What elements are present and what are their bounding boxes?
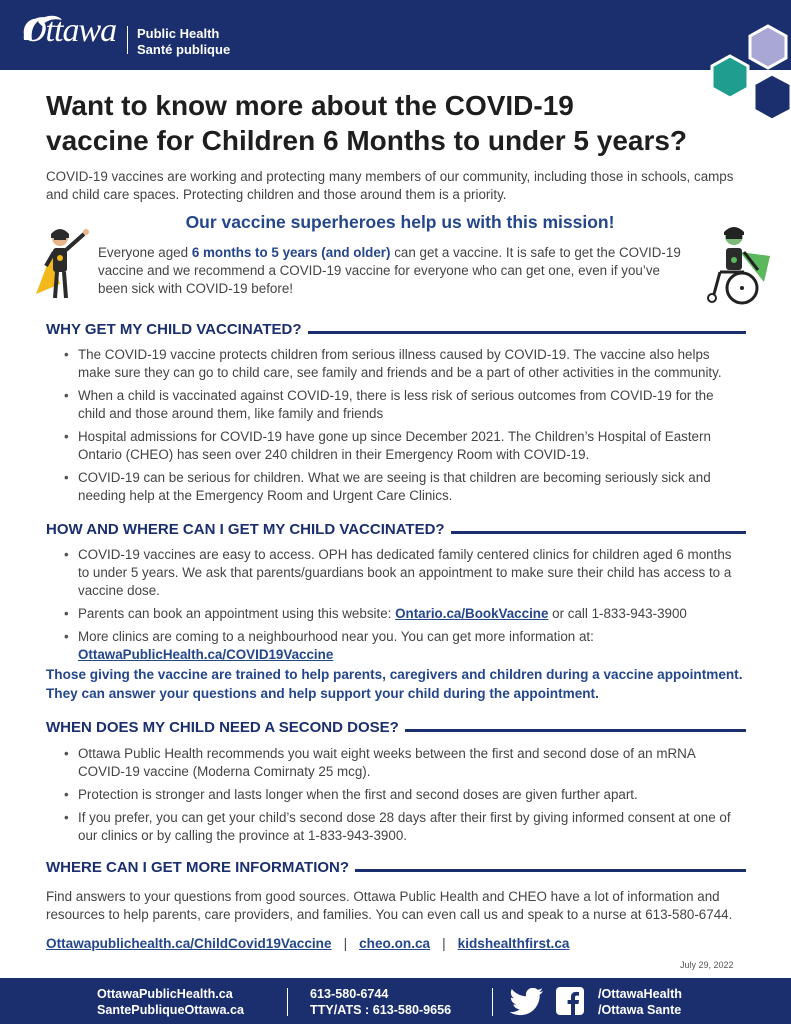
footer-divider (287, 988, 288, 1016)
footer-divider (492, 988, 493, 1016)
section-how-heading (46, 518, 746, 540)
title-line-2: vaccine for Children 6 Months to under 5 years? (46, 125, 688, 156)
eligibility-text-start: Everyone aged (98, 245, 192, 260)
section-info-heading (46, 856, 746, 878)
info-paragraph: Find answers to your questions from good sources. Ottawa Public Health and CHEO have a lot of information and resources to help parents, care providers, and families. You can even call us and speak to a nurse at 613-580-6744. (46, 889, 733, 922)
facebook-icon[interactable] (556, 987, 584, 1015)
why-bullet-list (62, 346, 734, 510)
section-second-dose-heading (46, 716, 746, 738)
tty-number: TTY/ATS : 613-580-9656 (310, 1003, 452, 1017)
section-rule (308, 331, 746, 334)
phone-number: 613-580-6744 (310, 987, 389, 1001)
footer-bar (0, 978, 791, 1024)
header-bar (0, 0, 791, 70)
footer-social-handles (598, 986, 682, 1018)
book-vaccine-link[interactable]: Ontario.ca/BookVaccine (395, 606, 549, 621)
booking-phone-text: or call 1-833-943-3900 (548, 606, 687, 621)
resource-links (46, 936, 569, 951)
booking-text: Parents can book an appointment using this website: (78, 606, 396, 621)
footer-phones (310, 986, 451, 1018)
section-rule (451, 531, 746, 534)
second-dose-bullet-list (62, 745, 734, 850)
more-clinics-text: More clinics are coming to a neighbourhood near you. You can get more information at: (78, 629, 594, 644)
section-second-dose-title: WHEN DOES MY CHILD NEED A SECOND DOSE? (46, 718, 399, 736)
eligibility-text-end: can get a vaccine. It is safe to get the COVID-19 vaccine and we recommend a COVID-19 vaccine for everyone who can get one, even if you’ve been sick with COVID-19 before! (98, 245, 681, 296)
section-why-title: WHY GET MY CHILD VACCINATED? (46, 320, 302, 338)
callout-paragraph: Those giving the vaccine are trained to help parents, caregivers and children during a vaccine appointment. They can answer your questions and help support your child during the appointment. (46, 667, 743, 701)
link-separator: | (442, 936, 446, 951)
intro-paragraph: COVID-19 vaccines are working and protecting many members of our community, including those in schools, camps and child care spaces. Protecting children and those around them is a priority. (46, 169, 734, 202)
list-item (62, 605, 734, 623)
eligibility-age-range: 6 months to 5 years (and older) (191, 245, 391, 260)
mission-heading: Our vaccine superheroes help us with this mission! (185, 212, 615, 232)
org-name-en: Public Health (137, 26, 220, 41)
section-why-heading (46, 318, 746, 340)
eligibility-paragraph (98, 244, 693, 298)
link-separator: | (343, 936, 348, 951)
social-handle-en[interactable]: /OttawaHealth (598, 987, 682, 1001)
how-bullet-list (62, 546, 734, 669)
twitter-icon[interactable] (510, 988, 544, 1016)
list-item: • If you prefer, you can get your child’s second dose 28 days after their first by giving informed consent at one of our clinics or by calling the province at 1-833-943-3900. (62, 809, 734, 845)
social-handle-fr[interactable]: /Ottawa Sante (598, 1003, 682, 1017)
list-item: • Hospital admissions for COVID-19 have gone up since December 2021. The Children’s Hospital of Eastern Ontario (CHEO) has seen over 240 children in their Emergency Room with COVID-19. (62, 428, 734, 464)
list-item: • When a child is vaccinated against COVID-19, there is less risk of serious outcomes from COVID-19 for the child and those around them, like family and friends (62, 387, 734, 423)
section-rule (355, 869, 746, 872)
page-title (46, 88, 726, 158)
list-item: • COVID-19 can be serious for children. What we are seeing is that children are becoming seriously sick and needing help at the Emergency Room and Urgent Care Clinics. (62, 469, 734, 505)
child-covid-vaccine-link[interactable]: Ottawapublichealth.ca/ChildCovid19Vaccine (46, 936, 332, 951)
covid19-vaccine-link[interactable]: OttawaPublicHealth.ca/COVID19Vaccine (78, 647, 334, 662)
section-info-title: WHERE CAN I GET MORE INFORMATION? (46, 858, 350, 876)
website-en-link[interactable]: OttawaPublicHealth.ca (97, 987, 233, 1001)
superhero-wheelchair-icon (700, 222, 772, 306)
title-line-1: Want to know more about the COVID-19 (46, 90, 574, 121)
section-rule (405, 729, 746, 732)
ottawa-wordmark: Ottawa (22, 12, 117, 49)
footer-websites (97, 986, 244, 1018)
org-name-fr: Santé publique (137, 42, 231, 57)
logo-divider (127, 26, 128, 54)
website-fr-link[interactable]: SantePubliqueOttawa.ca (97, 1003, 244, 1017)
publish-date: July 29, 2022 (680, 960, 734, 970)
kidshealthfirst-link[interactable]: kidshealthfirst.ca (457, 936, 570, 951)
list-item: • COVID-19 vaccines are easy to access. OPH has dedicated family centered clinics for children aged 6 months to under 5 years. We ask that parents/guardians book an appointment to make sure their child has access to a vaccine dose. (62, 546, 734, 600)
list-item: • Protection is stronger and lasts longer when the first and second doses are given further apart. (62, 786, 734, 804)
section-how-title: HOW AND WHERE CAN I GET MY CHILD VACCINATED? (46, 520, 445, 538)
superhero-girl-icon (30, 222, 94, 304)
list-item: • The COVID-19 vaccine protects children from serious illness caused by COVID-19. The vaccine also helps make sure they can go to child care, see family and friends and be a part of other activities in the community. (62, 346, 734, 382)
list-item (62, 628, 734, 664)
list-item: • Ottawa Public Health recommends you wait eight weeks between the first and second dose of an mRNA COVID-19 vaccine (Moderna Comirnaty 25 mcg). (62, 745, 734, 781)
cheo-link[interactable]: cheo.on.ca (359, 936, 431, 951)
